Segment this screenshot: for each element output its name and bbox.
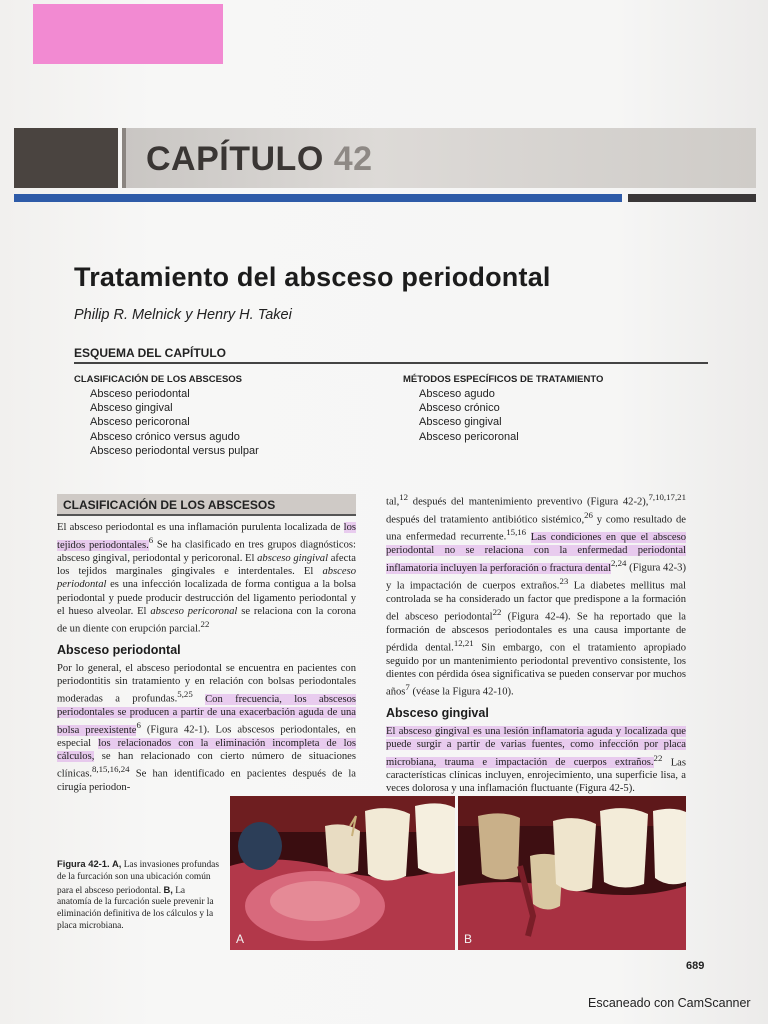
outline-item: Absceso crónico versus agudo: [90, 430, 240, 443]
outline-heading: ESQUEMA DEL CAPÍTULO: [74, 346, 227, 360]
chapter-word: CAPÍTULO: [146, 140, 324, 178]
outline-left-heading: CLASIFICACIÓN DE LOS ABSCESOS: [74, 374, 243, 385]
outline-item: Absceso periodontal versus pulpar: [90, 444, 259, 457]
outline-item: Absceso crónico: [419, 402, 500, 415]
figure-caption: Figura 42-1. A, Las invasiones profundas de la furcación son una ubicación común para el absceso periodontal. B, La anatomía de la furcación suele prevenir la eliminación definitiva de los cálculos y la placa microbiana.: [57, 858, 219, 931]
paragraph: Por lo general, el absceso periodontal se encuentra en pacientes con periodontitis sin tratamiento y en relación con bolsas periodontales moderadas a profundas.$^{5,25}$ Con frecuencia, los abscesos periodontales se producen a partir de una exacerbación aguda de una bolsa preexistente$^6$ (Figura 42-1). Los abscesos periodontales, en especial los relacionados con la eliminación incompleta de los cálculos, se han relacionado con cierto número de situaciones clínicas.$^{8,15,16,24}$ Se han identificado en pacientes después de la cirugía periodon-: [57, 662, 356, 794]
left-text-column: [57, 521, 356, 794]
section-heading-box: [57, 494, 356, 516]
chapter-banner: [14, 128, 756, 188]
outline-item: Absceso periodontal: [90, 388, 190, 400]
outline-item: Absceso agudo: [419, 388, 495, 400]
paragraph: El absceso periodontal es una inflamación purulenta localizada de los tejidos periodontales.$^6$ Se ha clasificado en tres grupos diagnósticos: absceso gingival, periodontal y pericoronal. El absceso gingival afecta los tejidos marginales gingivales e interdentales. El absceso periodontal es una infección localizada de forma contigua a la bolsa periodontal y puede producir destrucción del ligamento periodontal y el hueso alveolar. El absceso pericoronal se relaciona con la corona de un diente con erupción parcial.$^{22}$: [57, 522, 356, 635]
outline-item: Absceso gingival: [419, 416, 502, 429]
paragraph: El absceso gingival es una lesión inflamatoria aguda y localizada que puede surgir a partir de varias fuentes, como infección por placa microbiana, trauma e impactación de cuerpos extraños.$^{22}$ Las características clínicas incluyen, enrojecimiento, una superficie lisa, a veces dolorosa y una inflamación fluctuante (Figura 42-5).: [386, 726, 686, 795]
outline-item: Absceso pericoronal: [419, 430, 519, 443]
subheading-periodontal: Absceso periodontal: [57, 642, 181, 657]
right-text-column: [386, 491, 686, 796]
figure-photo-a: [230, 796, 455, 950]
paragraph: tal,$^{12}$ después del mantenimiento preventivo (Figura 42-2),$^{7,10,17,21}$ después del tratamiento antibiótico sistémico,$^{26}$ y como resultado de una enfermedad recurrente.$^{15,16}$ Las condiciones en que el absceso periodontal no se relaciona con la enfermedad periodontal inflamatoria incluyen la perforación o fractura dental$^{2,24}$ (Figura 42-3) y la impactación de cuerpos extraños.$^{23}$ La diabetes mellitus mal controlada se ha considerado un factor que predispone a la formación del absceso periodontal$^{22}$ (Figura 42-4). Se ha reportado que la formación de abscesos periodontales es una causa importante de pérdida dental.$^{12,21}$ Sin embargo, con el tratamiento apropiado seguido por un mantenimiento periodontal preventivo consistente, los dientes con pérdida ósea significativa se pueden conservar por muchos años$^7$ (véase la Figura 42-10).: [386, 492, 686, 698]
subheading-gingival: Absceso gingival: [386, 705, 489, 720]
chapter-banner-dark-block: [14, 128, 118, 188]
photo-a-label: A: [236, 932, 245, 946]
photo-a-image: [230, 796, 455, 950]
photo-b-image: [458, 796, 686, 950]
chapter-label: [146, 140, 373, 179]
page-number: 689: [686, 960, 705, 972]
chapter-authors: Philip R. Melnick y Henry H. Takei: [74, 307, 292, 323]
scanner-watermark: Escaneado con CamScanner: [588, 996, 751, 1010]
outline-right-heading: MÉTODOS ESPECÍFICOS DE TRATAMIENTO: [403, 374, 604, 385]
outline-item: Absceso pericoronal: [90, 416, 190, 429]
photo-b-label: B: [464, 932, 473, 946]
dark-rule: [628, 194, 756, 202]
blue-rule: [14, 194, 622, 202]
outline-item: Absceso gingival: [90, 402, 173, 415]
chapter-number: 42: [333, 140, 373, 178]
figure-photo-b: [458, 796, 686, 950]
section-heading: CLASIFICACIÓN DE LOS ABSCESOS: [63, 498, 276, 512]
chapter-title: Tratamiento del absceso periodontal: [74, 262, 551, 292]
pink-sticky-tab: [33, 4, 223, 64]
chapter-banner-grey-block: [122, 128, 756, 188]
outline-rule: [74, 362, 708, 364]
outline-left-column: [74, 374, 259, 458]
outline-right-column: [403, 374, 603, 444]
